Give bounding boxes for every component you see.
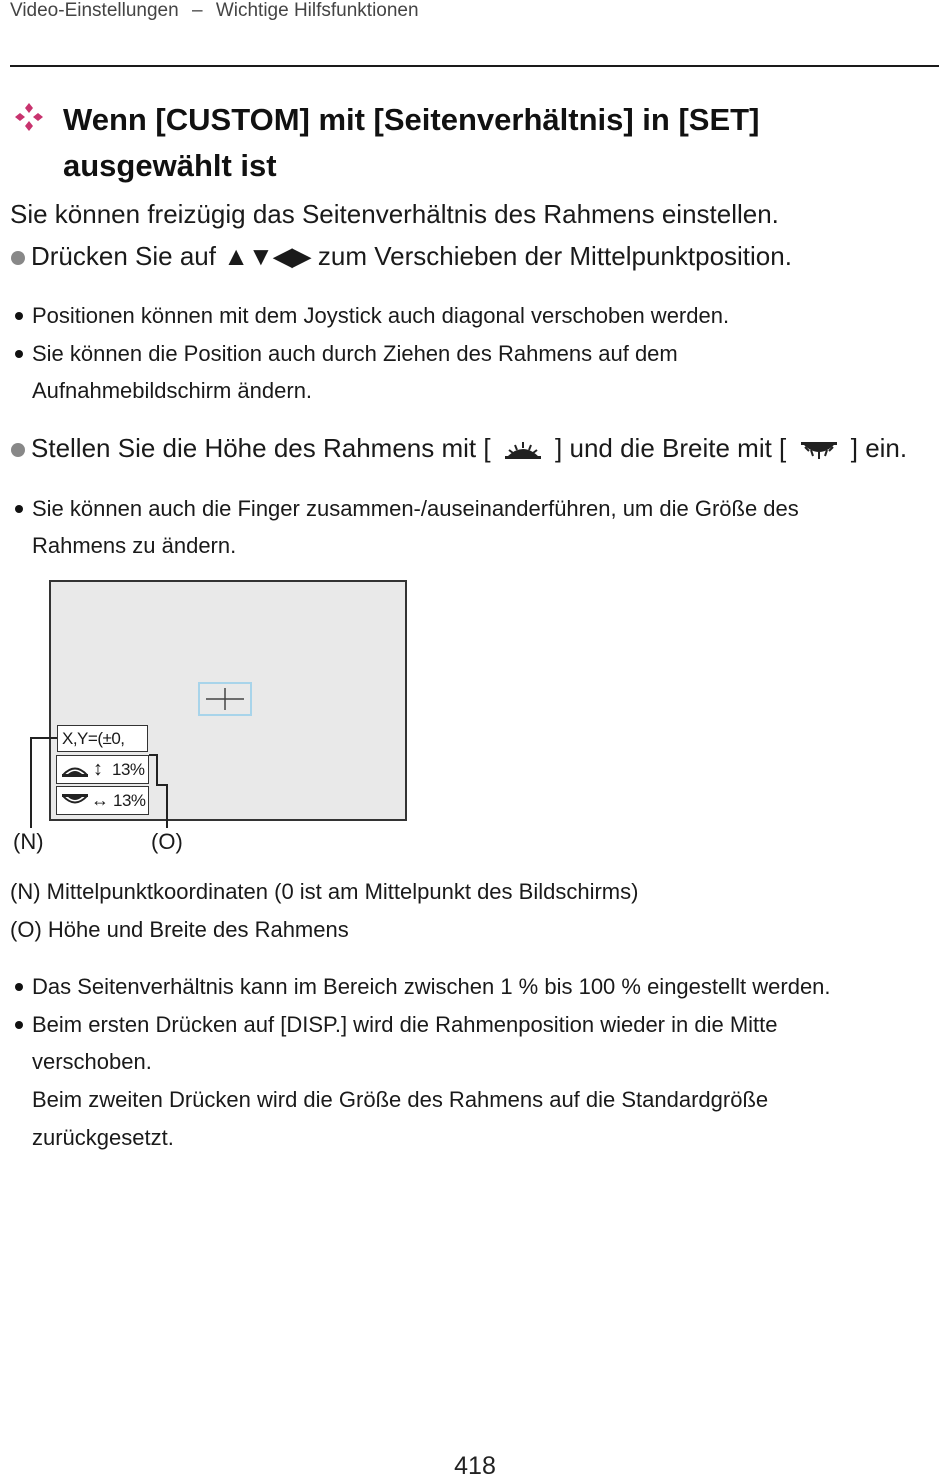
note-1: Das Seitenverhältnis kann im Bereich zwischen 1 % bis 100 % eingestellt werden. bbox=[32, 974, 831, 999]
note-bullet-icon bbox=[15, 983, 23, 991]
step-1-note-3: Aufnahmebildschirm ändern. bbox=[32, 378, 313, 403]
callout-label-n: (N) bbox=[13, 829, 44, 854]
note-3-line-2: zurückgesetzt. bbox=[32, 1125, 174, 1150]
vertical-arrow-icon: ↕ bbox=[93, 758, 103, 780]
title-line-2: ausgewählt ist bbox=[63, 148, 277, 183]
page-number: 418 bbox=[454, 1452, 496, 1480]
step-2-note-1: Sie können auch die Finger zusammen-/auseinanderführen, um die Größe des bbox=[32, 496, 799, 521]
step-1-note-2: Sie können die Position auch durch Ziehen des Rahmens auf dem bbox=[32, 341, 678, 366]
legend-o: (O) Höhe und Breite des Rahmens bbox=[10, 917, 349, 942]
header-separator: – bbox=[191, 0, 203, 21]
step-2-note-2: Rahmens zu ändern. bbox=[32, 533, 237, 558]
width-value: 13% bbox=[113, 791, 146, 810]
coordinates-readout: X,Y=(±0, bbox=[57, 725, 148, 752]
step-2-part-2: ] und die Breite mit [ bbox=[555, 433, 787, 463]
header-section: Video-Einstellungen bbox=[10, 0, 179, 21]
step-1-after: zum Verschieben der Mittelpunktposition. bbox=[317, 241, 792, 271]
height-value: 13% bbox=[112, 760, 145, 779]
note-2-line-2: verschoben. bbox=[32, 1049, 152, 1074]
arrow-keys-icon: ▲▼◀▶ bbox=[223, 241, 311, 271]
step-2-part-3: ] ein. bbox=[850, 433, 908, 463]
callout-label-o: (O) bbox=[151, 829, 183, 854]
title-line-1: Wenn [CUSTOM] mit [Seitenverhältnis] in [SET] bbox=[63, 102, 760, 137]
note-3-line-1: Beim zweiten Drücken wird die Größe des Rahmens auf die Standardgröße bbox=[32, 1087, 769, 1112]
step-2-part-1: Stellen Sie die Höhe des Rahmens mit [ bbox=[31, 433, 491, 463]
step-1-before: Drücken Sie auf bbox=[31, 241, 216, 271]
note-bullet-icon bbox=[15, 1021, 23, 1029]
legend-n: (N) Mittelpunktkoordinaten (0 ist am Mittelpunkt des Bildschirms) bbox=[10, 879, 639, 904]
intro-text: Sie können freizügig das Seitenverhältnis des Rahmens einstellen. bbox=[10, 199, 779, 229]
step-1-note-1: Positionen können mit dem Joystick auch diagonal verschoben werden. bbox=[32, 303, 730, 328]
header-subsection: Wichtige Hilfsfunktionen bbox=[215, 0, 419, 21]
note-2-line-1: Beim ersten Drücken auf [DISP.] wird die Rahmenposition wieder in die Mitte bbox=[32, 1012, 778, 1037]
horizontal-arrow-icon: ↔ bbox=[91, 790, 109, 810]
